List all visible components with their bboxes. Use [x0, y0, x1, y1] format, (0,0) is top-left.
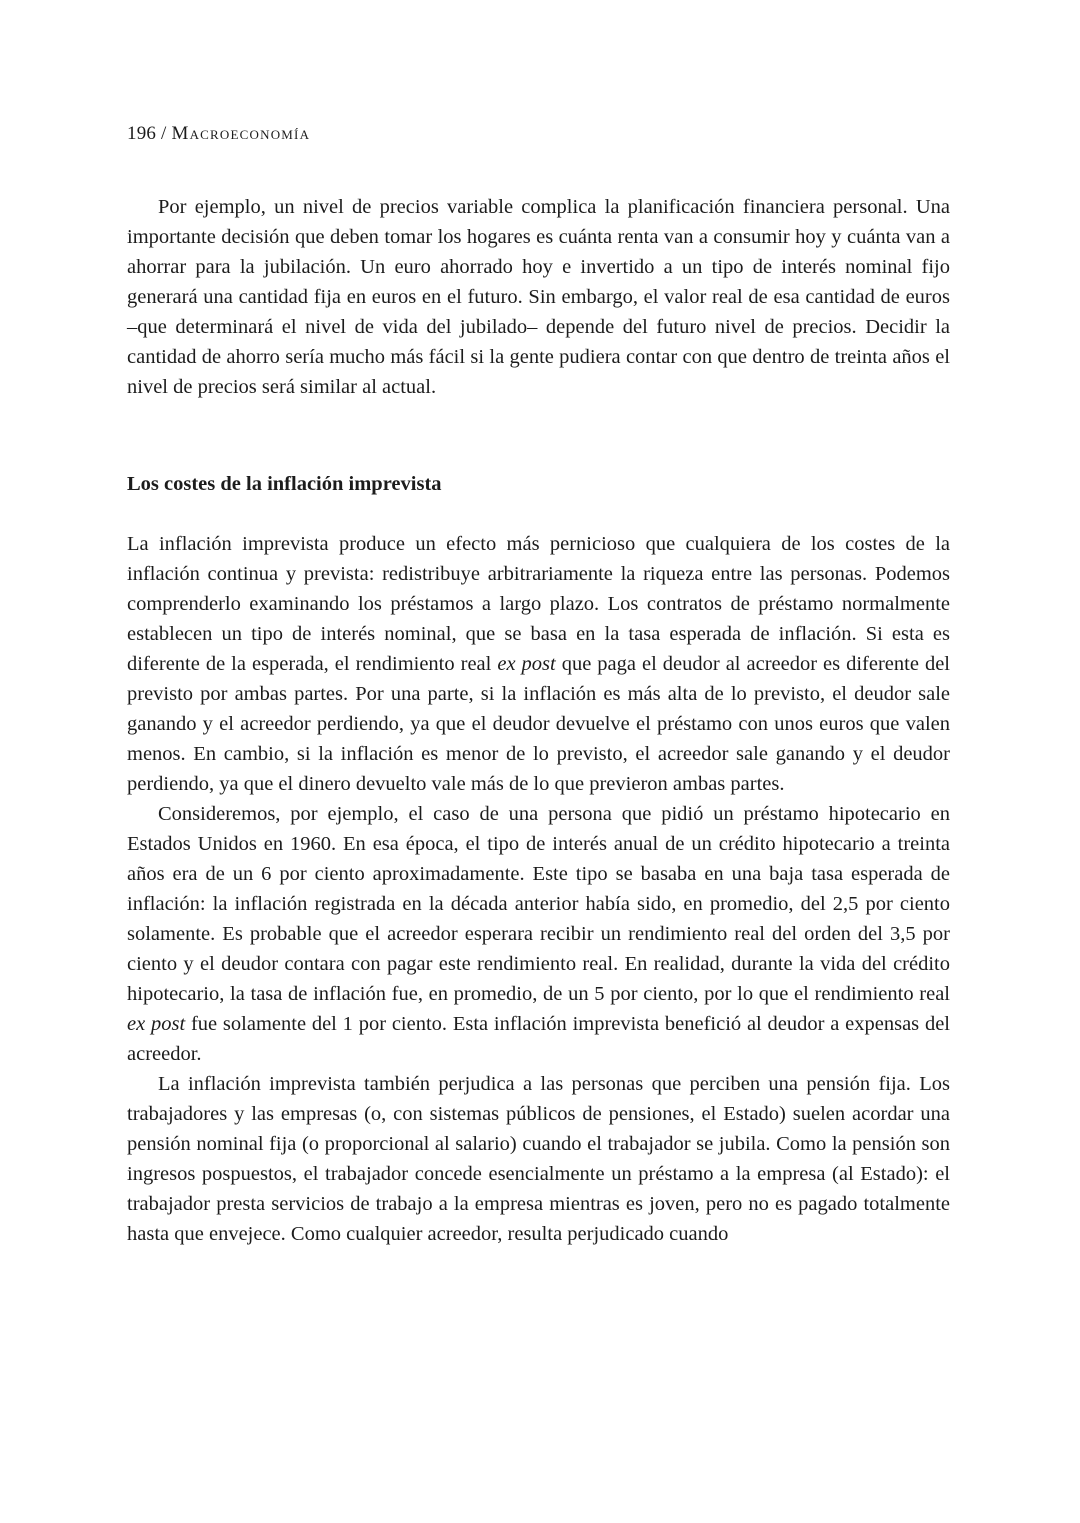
- paragraph-mortgage-example: [127, 799, 950, 1069]
- paragraph-price-level-planning: Por ejemplo, un nivel de precios variable complica la planificación financiera personal. Una importante decisión que deben tomar los hogares es cuánta renta van a consumir hoy y cuánta van a ahorrar para la jubilación. Un euro ahorrado hoy e invertido a un tipo de interés nominal fijo generará una cantidad fija en euros en el futuro. Sin embargo, el valor real de esa cantidad de euros –que determinará el nivel de vida del jubilado– depende del futuro nivel de precios. Decidir la cantidad de ahorro sería mucho más fácil si la gente pudiera contar con que dentro de treinta años el nivel de precios será similar al actual.: [127, 196, 950, 398]
- text-run: fue solamente del 1 por ciento. Esta inflación imprevista benefició al deudor a expensas del acreedor.: [127, 1013, 950, 1065]
- text-run: que paga el deudor al acreedor es diferente del previsto por ambas partes. Por una parte, si la inflación es más alta de lo previsto, el deudor sale ganando y el acreedor perdiendo, ya que el deudor devuelve el préstamo con unos euros que valen menos. En cambio, si la inflación es menor de lo previsto, el acreedor sale ganando y el deudor perdiendo, ya que el dinero devuelto vale más de lo que previeron ambas partes.: [127, 653, 950, 795]
- paragraph-pension: La inflación imprevista también perjudica a las personas que perciben una pensión fija. Los trabajadores y las empresas (o, con sistemas públicos de pensiones, el Estado) suelen acordar una pensión nominal fija (o proporcional al salario) cuando el trabajador se jubila. Como la pensión son ingresos pospuestos, el trabajador concede esencialmente un préstamo a la empresa (al Estado): el trabajador presta servicios de trabajo a la empresa mientras es joven, pero no es pagado totalmente hasta que envejece. Como cualquier acreedor, resulta perjudicado cuando: [127, 1073, 950, 1245]
- running-header: [127, 122, 950, 146]
- page-body: [127, 192, 950, 1249]
- text-run: La inflación imprevista produce un efecto más pernicioso que cualquiera de los costes de la inflación continua y prevista: redistribuye arbitrariamente la riqueza entre las personas. Podemos comprenderlo examinando los préstamos a largo plazo. Los contratos de préstamo normalmente establecen un tipo de interés nominal, que se basa en la tasa esperada de inflación. Si esta es diferente de la esperada, el rendimiento real: [127, 533, 950, 675]
- italic-ex-post-1: ex post: [497, 653, 556, 675]
- book-title: Macroeconomía: [171, 123, 311, 144]
- section-heading-costes-inflacion-imprevista: Los costes de la inflación imprevista: [127, 473, 442, 495]
- paragraph-unexpected-inflation: [127, 529, 950, 799]
- page-number: 196: [127, 123, 157, 144]
- text-run: Consideremos, por ejemplo, el caso de una persona que pidió un préstamo hipotecario en Estados Unidos en 1960. En esa época, el tipo de interés anual de un crédito hipotecario a treinta años era de un 6 por ciento aproximadamente. Este tipo se basaba en una baja tasa esperada de inflación: la inflación registrada en la década anterior había sido, en promedio, del 2,5 por ciento solamente. Es probable que el acreedor esperara recibir un rendimiento real del orden del 3,5 por ciento y el deudor contara con pagar este rendimiento real. En realidad, durante la vida del crédito hipotecario, la tasa de inflación fue, en promedio, de un 5 por ciento, por lo que el rendimiento real: [127, 803, 950, 1005]
- header-separator: /: [156, 123, 172, 144]
- italic-ex-post-2: ex post: [127, 1013, 186, 1035]
